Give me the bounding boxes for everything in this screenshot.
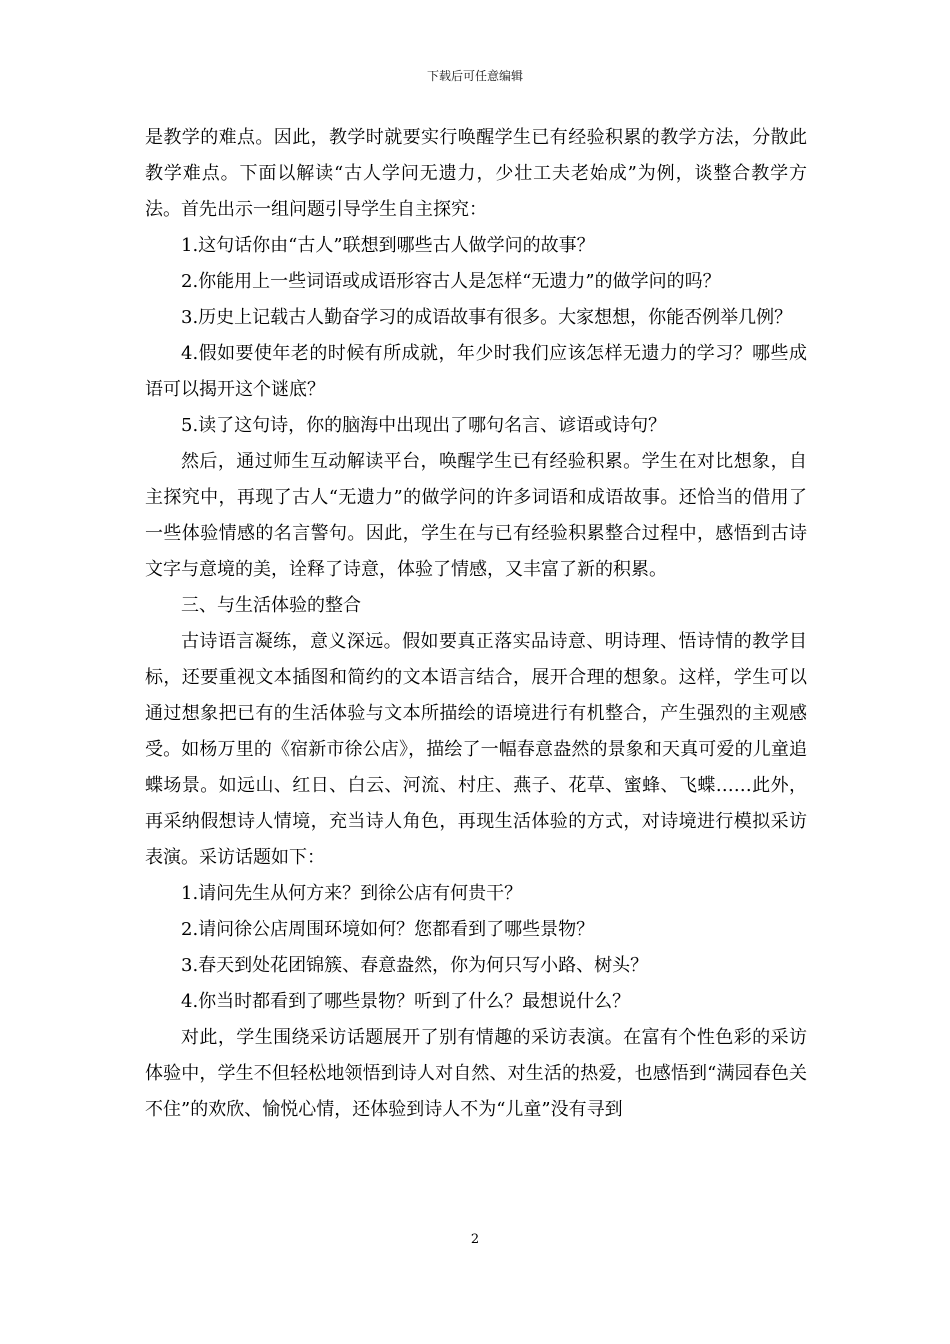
- list-item: 1.请问先生从何方来？到徐公店有何贵干？: [181, 883, 523, 904]
- page-header: 下载后可任意编辑: [426, 69, 523, 83]
- list-item: 1.这句话你由“古人”联想到哪些古人做学问的故事？: [181, 235, 595, 256]
- section-heading: 三、与生活体验的整合: [181, 595, 361, 616]
- paragraph: 然后，通过师生互动解读平台，唤醒学生已有经验积累。学生在对比想象，自主探究中，再现了古人“无遗力”的做学问的许多词语和成语故事。还恰当的借用了一些体验情感的名言警句。因此，学生在与已有经验积累整合过程中，感悟到古诗文字与意境的美，诠释了诗意，体验了情感，又丰富了新的积累。: [145, 451, 807, 580]
- paragraph: 古诗语言凝练，意义深远。假如要真正落实品诗意、明诗理、悟诗情的教学目标，还要重视文本插图和简约的文本语言结合，展开合理的想象。这样，学生可以通过想象把已有的生活体验与文本所描绘的语境进行有机整合，产生强烈的主观感受。如杨万里的《宿新市徐公店》，描绘了一幅春意盎然的景象和天真可爱的儿童追蝶场景。如远山、红日、白云、河流、村庄、燕子、花草、蜜蜂、飞蝶……此外，再采纳假想诗人情境，充当诗人角色，再现生活体验的方式，对诗境进行模拟采访表演。采访话题如下：: [145, 631, 807, 868]
- paragraph: 对此，学生围绕采访话题展开了别有情趣的采访表演。在富有个性色彩的采访体验中，学生不但轻松地领悟到诗人对自然、对生活的热爱，也感悟到“满园春色关不住”的欢欣、愉悦心情，还体验到诗人不为“儿童”没有寻到: [145, 1027, 807, 1120]
- list-item: 2.请问徐公店周围环境如何？您都看到了哪些景物？: [181, 919, 595, 940]
- list-item: 4.你当时都看到了哪些景物？听到了什么？最想说什么？: [181, 991, 631, 1012]
- list-item: 5.读了这句诗，你的脑海中出现出了哪句名言、谚语或诗句？: [181, 415, 667, 436]
- list-item: 3.历史上记载古人勤奋学习的成语故事有很多。大家想想，你能否例举几例？: [181, 307, 793, 328]
- list-item: 2.你能用上一些词语或成语形容古人是怎样“无遗力”的做学问的吗？: [181, 271, 721, 292]
- document-body: [145, 120, 807, 1128]
- list-item: 4.假如要使年老的时候有所成就，年少时我们应该怎样无遗力的学习？哪些成语可以揭开这个谜底？: [145, 343, 807, 400]
- page-number: 2: [470, 1232, 480, 1247]
- list-item: 3.春天到处花团锦簇、春意盎然，你为何只写小路、树头？: [181, 955, 649, 976]
- paragraph: 是教学的难点。因此，教学时就要实行唤醒学生已有经验积累的教学方法，分散此教学难点。下面以解读“古人学问无遗力，少壮工夫老始成”为例，谈整合教学方法。首先出示一组问题引导学生自主探究：: [145, 127, 807, 220]
